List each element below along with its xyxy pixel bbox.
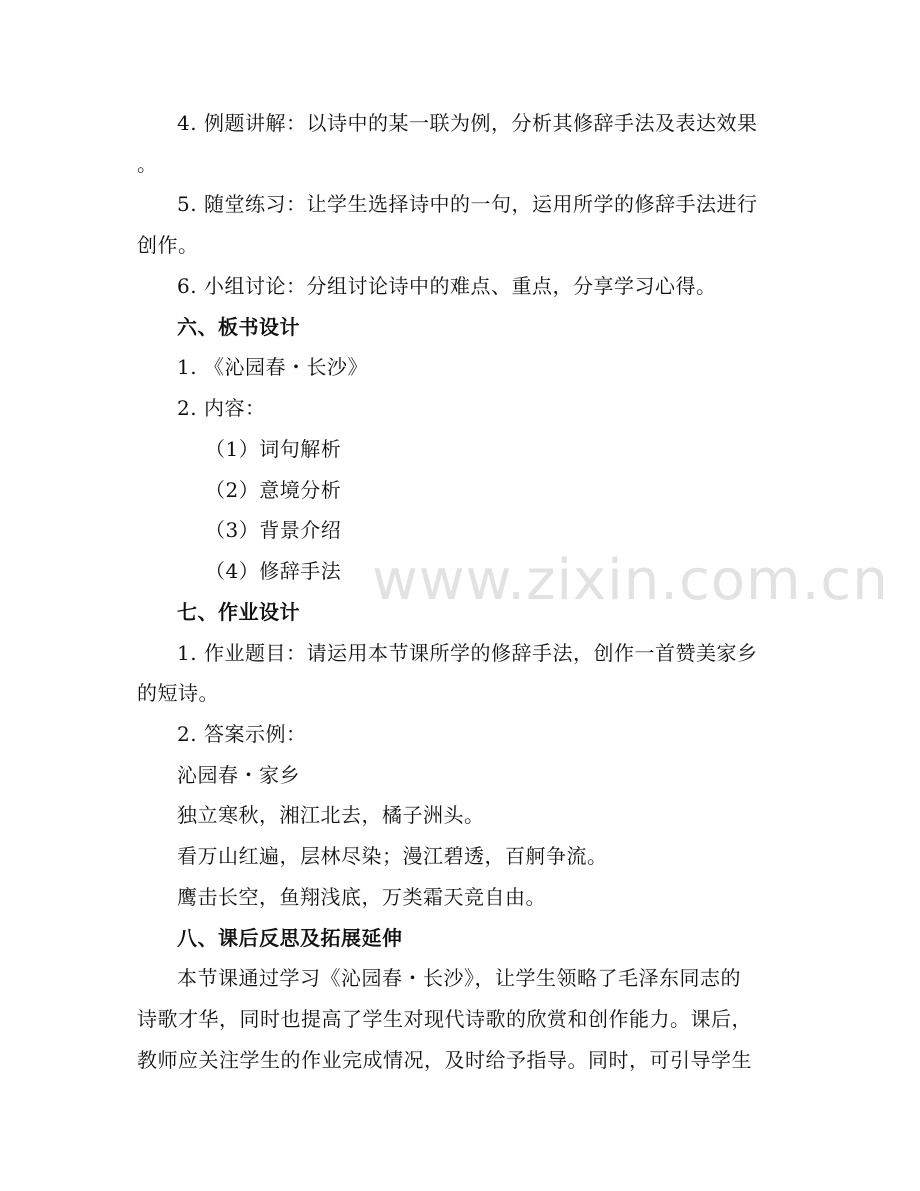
poem-title: 沁园春・家乡 [177,763,300,787]
item-5-continuation: 创作。 [137,233,199,257]
board-subitem-3: （3）背景介绍 [205,518,342,542]
board-item-2: 2. 内容： [177,396,266,420]
section-heading-homework: 七、作业设计 [177,600,300,624]
item-5-practice: 5. 随堂练习：让学生选择诗中的一句，运用所学的修辞手法进行 [177,192,758,216]
poem-line-1: 独立寒秋，湘江北去，橘子洲头。 [177,803,485,827]
watermark: www.zixin.com.cn [372,548,889,613]
homework-item-1: 1. 作业题目：请运用本节课所学的修辞手法，创作一首赞美家乡 [177,641,758,665]
reflection-paragraph-line-2: 诗歌才华，同时也提高了学生对现代诗歌的欣赏和创作能力。课后， [137,1007,752,1031]
homework-item-1-continuation: 的短诗。 [137,681,219,705]
poem-line-2: 看万山红遍，层林尽染；漫江碧透，百舸争流。 [177,844,608,868]
section-heading-board-design: 六、板书设计 [177,315,300,339]
board-subitem-2: （2）意境分析 [205,478,342,502]
reflection-paragraph-line-1: 本节课通过学习《沁园春・长沙》，让学生领略了毛泽东同志的 [177,966,741,990]
board-item-1: 1. 《沁园春・长沙》 [177,355,368,379]
item-4-example: 4. 例题讲解：以诗中的某一联为例，分析其修辞手法及表达效果 [177,111,758,135]
item-4-continuation: 。 [137,152,158,176]
section-heading-reflection: 八、课后反思及拓展延伸 [177,926,403,950]
board-subitem-1: （1）词句解析 [205,437,342,461]
board-subitem-4: （4）修辞手法 [205,559,342,583]
item-6-discussion: 6. 小组讨论：分组讨论诗中的难点、重点，分享学习心得。 [177,274,717,298]
reflection-paragraph-line-3: 教师应关注学生的作业完成情况，及时给予指导。同时，可引导学生 [137,1048,752,1072]
poem-line-3: 鹰击长空，鱼翔浅底，万类霜天竞自由。 [177,885,546,909]
homework-item-2: 2. 答案示例： [177,722,307,746]
